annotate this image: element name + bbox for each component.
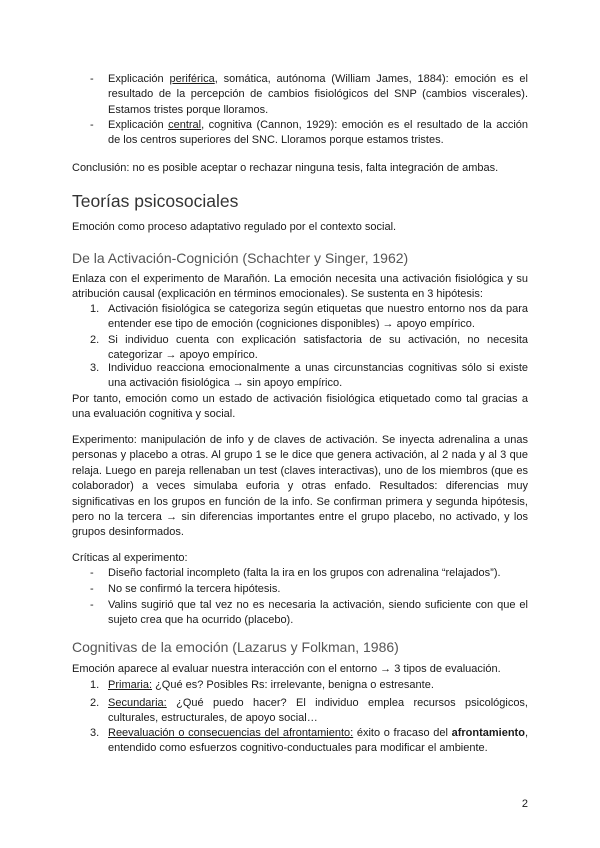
list-item: Explicación periférica, somática, autónoma (William James, 1884): emoción es el resultado de la percepción de cambios fisiológicos del SNP (cambios viscerales). Estamos tristes porque lloramos. [108,73,528,116]
bullet-marker: - [90,73,94,85]
experiment-paragraph: Experimento: manipulación de info y de claves de activación. Se inyecta adrenalina a unas personas y placebo a otras. Al grupo 1 se le dice que genera activación, al 2 nada y al 3 que relaja. Luego en pareja rellenaban un test (claves interactivas), uno de los miembros (que es colaborador) a veces simulaba euforia y otras enfado. Resultados: diferencias muy significativas en los grupos en función de la info. Se confirman primera y segunda hipótesis, pero no la tercera → sin diferencias importantes entre el grupo placebo, no activado, y los grupos desinformados. [72,434,528,539]
list-number: 2. [90,334,100,346]
critique-item: No se confirmó la tercera hipótesis. [108,583,281,595]
bullet-marker: - [90,119,94,131]
section-intro: Emoción como proceso adaptativo regulado por el contexto social. [72,221,397,233]
bullet-marker: - [90,567,94,579]
critique-item: Diseño factorial incompleto (falta la ira en los grupos con adrenalina “relajados”). [108,567,501,579]
list-number: 1. [90,679,100,691]
evaluation-item: Reevaluación o consecuencias del afrontamiento: éxito o fracaso del afrontamiento, entendido como esfuerzos cognitivo-conductuales para modificar el ambiente. [108,727,528,755]
paragraph: Por tanto, emoción como un estado de activación fisiológica etiquetado como tal gracias a una evaluación cognitiva y social. [72,393,528,421]
evaluation-item: Secundaria: ¿Qué puedo hacer? El individuo emplea recursos psicológicos, culturales, estructurales, de apoyo social… [108,697,528,725]
list-number: 2. [90,697,100,709]
page-number: 2 [521,798,528,810]
hypothesis-item: Individuo reacciona emocionalmente a unas circunstancias cognitivas sólo si existe una activación fisiológica → sin apoyo empírico. [108,362,528,390]
subsection-title-cognitive: Cognitivas de la emoción (Lazarus y Folkman, 1986) [72,639,399,655]
critiques-title: Críticas al experimento: [72,552,188,564]
subsection-title-activation: De la Activación-Cognición (Schachter y Singer, 1962) [72,250,409,266]
paragraph: Enlaza con el experimento de Marañón. La emoción necesita una activación fisiológica y su atribución causal (explicación en términos emocionales). Se sustenta en 3 hipótesis: [72,273,528,301]
hypothesis-item: Si individuo cuenta con explicación satisfactoria de su activación, no necesita categorizar → apoyo empírico. [108,334,528,362]
critique-item: Valins sugirió que tal vez no es necesaria la activación, siendo suficiente con que el sujeto crea que ha ocurrido (placebo). [108,599,528,627]
list-item: Explicación central, cognitiva (Cannon, 1929): emoción es el resultado de la acción de los centros superiores del SNC. Lloramos porque estamos tristes. [108,119,528,147]
evaluation-item: Primaria: ¿Qué es? Posibles Rs: irrelevante, benigna o estresante. [108,679,434,691]
hypothesis-item: Activación fisiológica se categoriza según etiquetas que nuestro entorno nos da para entender ese tipo de emoción (cogniciones disponibles) → apoyo empírico. [108,303,528,331]
list-number: 1. [90,303,100,315]
conclusion-paragraph: Conclusión: no es posible aceptar o rechazar ninguna tesis, falta integración de ambas. [72,162,499,174]
section-title: Teorías psicosociales [72,191,239,211]
bullet-marker: - [90,583,94,595]
list-number: 3. [90,727,100,739]
paragraph: Emoción aparece al evaluar nuestra interacción con el entorno → 3 tipos de evaluación. [72,663,501,675]
bullet-marker: - [90,599,94,611]
list-number: 3. [90,362,100,374]
